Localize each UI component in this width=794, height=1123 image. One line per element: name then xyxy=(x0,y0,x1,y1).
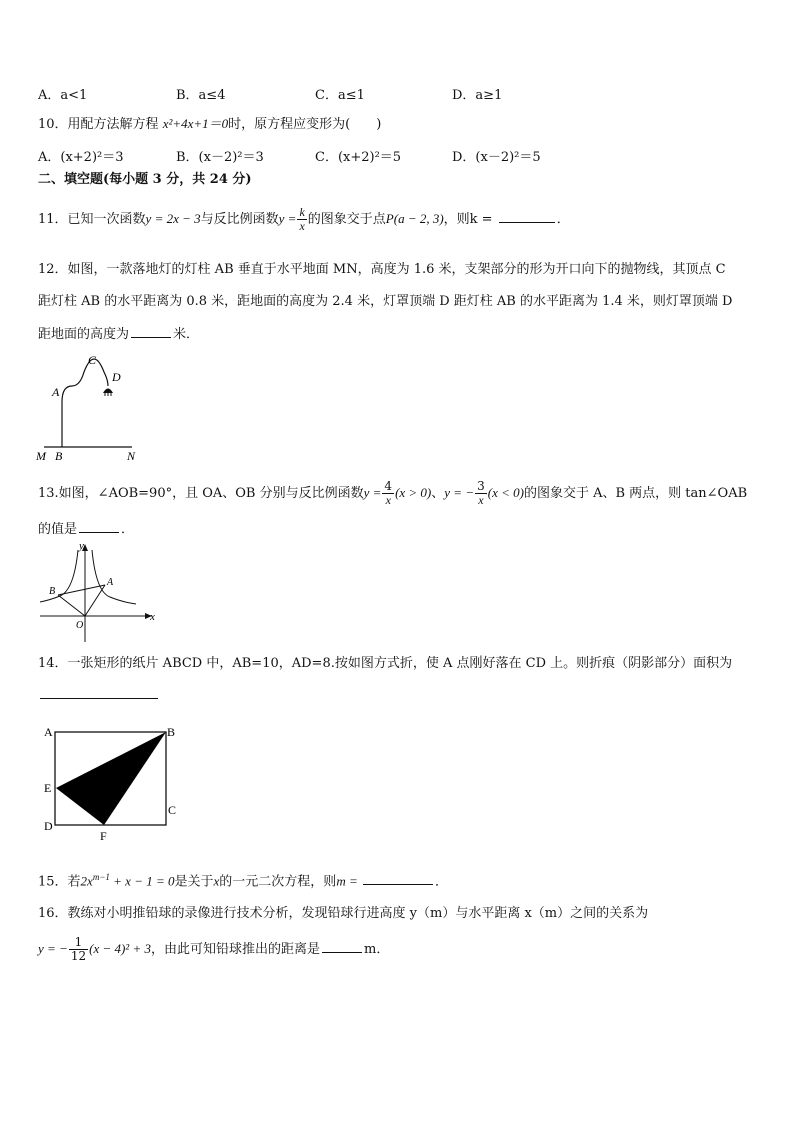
q15-eq-a: 2x xyxy=(80,873,93,889)
q12-answer-blank[interactable] xyxy=(131,325,171,338)
q16-frac-den: 12 xyxy=(70,949,87,963)
q13-f1-cond: (x > 0) xyxy=(395,485,432,500)
q13-f1-den: x xyxy=(385,493,391,507)
segment-ob xyxy=(58,595,85,616)
q9-option-a: A．a<1 xyxy=(38,88,88,103)
q10-option-c: C．(x+2)²＝5 xyxy=(315,150,402,165)
q11-stem xyxy=(38,204,570,235)
q13-line2-pre: 的值是 xyxy=(38,522,78,537)
q15-eq-exp: m−1 xyxy=(92,872,110,882)
point-label-a: A xyxy=(107,577,114,588)
q13-post: 的图象交于 A、B 两点，则 tan∠OAB xyxy=(523,486,748,501)
section-title: 二、填空题(每小题 3 分，共 24 分) xyxy=(38,172,252,187)
q15-post: 的一元二次方程，则 xyxy=(219,874,337,890)
point-label-b: B xyxy=(49,586,56,597)
q12-line1: 12．如图，一款落地灯的灯柱 AB 垂直于水平地面 MN，高度为 1.6 米，支架部分的形为开口向下的抛物线，其顶点 C xyxy=(38,262,726,277)
q13-f2-cond: (x < 0) xyxy=(487,485,524,500)
q11-mid: 与反比例函数 xyxy=(200,212,279,227)
curve-positive xyxy=(92,550,136,604)
q10-option-d: D．(x－2)²＝5 xyxy=(452,150,541,165)
vertex-label-d: D xyxy=(44,819,53,833)
q11-fraction xyxy=(297,206,306,233)
q11-point: P(a − 2, 3) xyxy=(385,211,444,226)
q13-stem xyxy=(38,478,747,509)
q15-mid: 是关于 xyxy=(174,874,214,890)
q16-line1: 16．教练对小明推铅球的录像进行技术分析，发现铅球行进高度 y（m）与水平距离 x（m）之间的关系为 xyxy=(38,906,649,921)
q16-answer-blank[interactable] xyxy=(322,940,362,953)
lamp-arm-parabola xyxy=(62,359,108,402)
q13-f2-fraction xyxy=(475,480,487,507)
lampshade-icon xyxy=(103,389,113,394)
label-c: C xyxy=(88,353,97,367)
q15-end: ． xyxy=(434,874,448,890)
q16-f-rhs: (x − 4)² + 3 xyxy=(89,941,151,956)
label-n: N xyxy=(127,449,136,463)
q11-ask: ，则k = xyxy=(443,212,497,227)
vertex-label-c: C xyxy=(168,803,177,817)
q15-stem xyxy=(38,868,448,891)
q13-f2-lhs: y = − xyxy=(444,485,475,500)
q13-sep: 、 xyxy=(431,486,445,501)
q14-rectangle-figure xyxy=(40,722,186,848)
segment-ab xyxy=(58,585,105,595)
segment-oa xyxy=(85,585,105,616)
q13-f1-fraction xyxy=(382,480,394,507)
q12-line3-post: 米． xyxy=(173,327,200,342)
label-d: D xyxy=(112,370,121,384)
q9-option-b: B．a≤4 xyxy=(176,88,226,103)
q14-answer-blank[interactable] xyxy=(40,686,158,699)
vertex-label-e: E xyxy=(44,781,52,795)
axis-label-y: y xyxy=(79,540,84,552)
q11-frac-den: x xyxy=(299,219,305,233)
q13-f1-num: 4 xyxy=(384,479,393,493)
origin-label: O xyxy=(76,620,84,631)
q16-frac-num: 1 xyxy=(69,936,88,950)
q13-f2-num: 3 xyxy=(477,479,485,493)
q15-ask: m = xyxy=(336,873,361,889)
q13-f1-lhs: y = xyxy=(363,485,382,500)
vertex-label-b: B xyxy=(167,725,176,739)
q13-graph-figure xyxy=(38,540,158,644)
label-a: A xyxy=(52,385,60,399)
q10-equation: x²+4x+1＝0 xyxy=(162,116,229,131)
q11-linear-func: y = 2x − 3 xyxy=(145,211,201,226)
q13-line2 xyxy=(38,520,134,539)
label-m: M xyxy=(36,449,46,463)
q11-end: ． xyxy=(556,212,570,227)
vertex-label-f: F xyxy=(100,829,107,843)
q10-stem xyxy=(38,115,381,134)
curve-negative xyxy=(40,550,78,602)
axis-label-x: x xyxy=(150,611,155,623)
q9-option-c: C．a≤1 xyxy=(315,88,365,103)
q12-lamp-figure xyxy=(36,350,146,462)
q16-post: ，由此可知铅球推出的距离是 xyxy=(150,942,320,957)
q10-option-b: B．(x－2)²＝3 xyxy=(176,150,264,165)
q10-option-a: A．(x+2)²＝3 xyxy=(38,150,124,165)
q15-pre: 15．若 xyxy=(38,874,81,890)
q16-fraction xyxy=(69,936,88,963)
label-b: B xyxy=(55,449,63,463)
q15-var: x xyxy=(213,873,220,889)
q11-post: 的图象交于点 xyxy=(307,212,386,227)
q13-answer-blank[interactable] xyxy=(79,520,119,533)
q13-pre: 13.如图，∠AOB=90°，且 OA、OB 分别与反比例函数 xyxy=(38,486,364,501)
q16-end: m． xyxy=(364,942,390,957)
q15-answer-blank[interactable] xyxy=(363,872,433,885)
q16-f-lhs: y = − xyxy=(38,941,68,956)
q10-stem-post: 时，原方程应变形为( ) xyxy=(228,117,382,132)
q12-line2: 距灯柱 AB 的水平距离为 0.8 米，距地面的高度为 2.4 米，灯罩顶端 D 距灯柱 AB 的水平距离为 1.4 米，则灯罩顶端 D xyxy=(38,294,733,309)
q14-line1: 14．一张矩形的纸片 ABCD 中，AB=10，AD=8.按如图方式折，使 A 点刚好落在 CD 上。则折痕（阴影部分）面积为 xyxy=(38,656,733,671)
q12-line3 xyxy=(38,325,199,344)
q11-pre: 11．已知一次函数 xyxy=(38,212,146,227)
q11-answer-blank[interactable] xyxy=(499,210,555,223)
q11-frac-num: k xyxy=(299,205,305,219)
q11-inverse-lhs: y = xyxy=(278,211,297,226)
vertex-label-a: A xyxy=(44,725,53,739)
q9-option-d: D．a≥1 xyxy=(452,88,503,103)
q13-line2-post: ． xyxy=(121,522,135,537)
q15-eq-b: + x − 1 = 0 xyxy=(109,873,175,889)
q14-line2 xyxy=(38,686,160,705)
q13-f2-den: x xyxy=(478,493,484,507)
q12-line3-pre: 距地面的高度为 xyxy=(38,327,130,342)
q10-stem-pre: 10．用配方法解方程 xyxy=(38,117,163,132)
q16-line2 xyxy=(38,932,389,967)
fold-shaded-triangle xyxy=(56,732,166,825)
